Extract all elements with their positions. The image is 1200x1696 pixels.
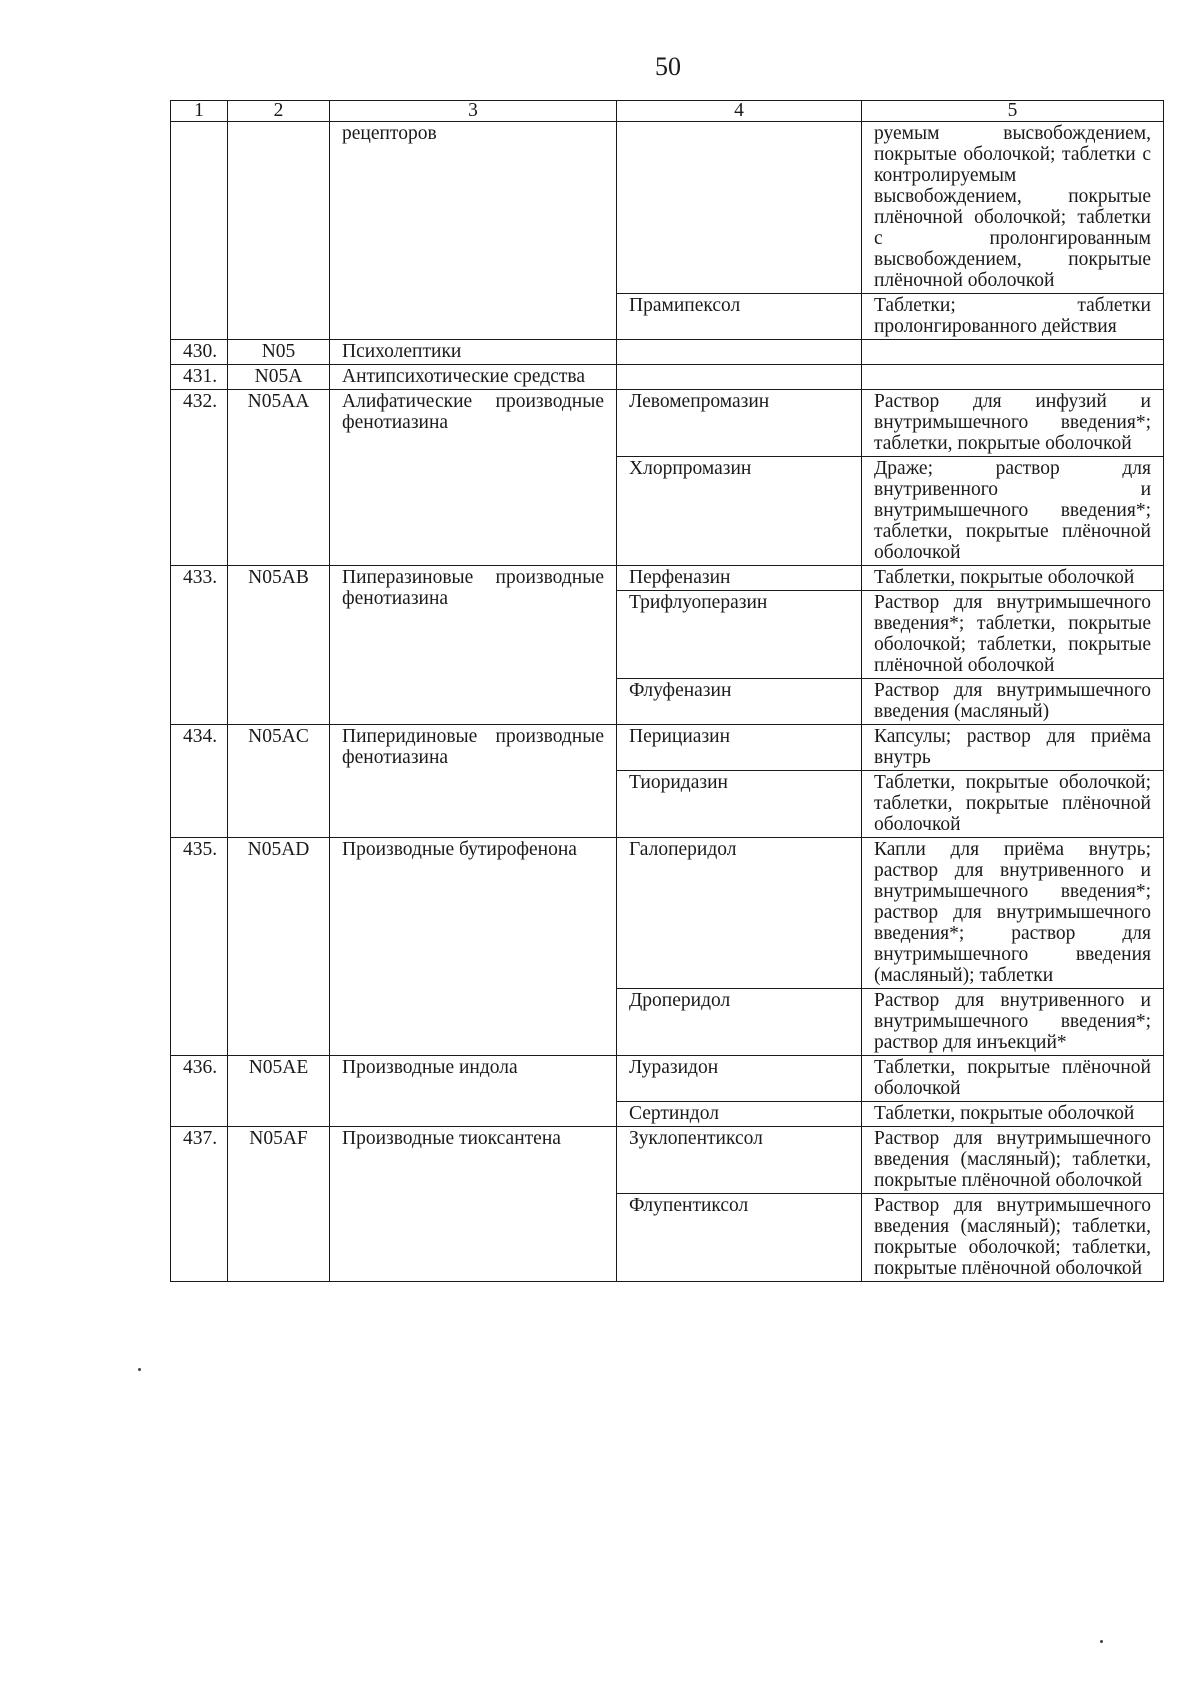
atc-code: N05AB xyxy=(228,566,330,725)
table-row xyxy=(171,365,1164,390)
table-row xyxy=(171,390,1164,457)
dosage-forms: Таблетки; таблетки пролонгированного действия xyxy=(862,294,1164,340)
dosage-forms: Капсулы; раствор для приёма внутрь xyxy=(862,725,1164,771)
page-number: 50 xyxy=(655,52,681,81)
drug-name xyxy=(617,340,862,365)
group-name: Алифатические производные фенотиазина xyxy=(330,390,617,566)
dosage-forms xyxy=(862,365,1164,390)
row-number: 434. xyxy=(171,725,228,838)
group-name: Производные индола xyxy=(330,1056,617,1127)
header-cell: 1 xyxy=(171,101,228,122)
group-name: Производные бутирофенона xyxy=(330,838,617,1056)
drug-name: Прамипексол xyxy=(617,294,862,340)
drug-name: Луразидон xyxy=(617,1056,862,1102)
dosage-forms: Раствор для инфузий и внутримышечного введения*; таблетки, покрытые оболочкой xyxy=(862,390,1164,457)
table-row xyxy=(171,340,1164,365)
dosage-forms: Раствор для внутривенного и внутримышечного введения*; раствор для инъекций* xyxy=(862,989,1164,1056)
table-row xyxy=(171,1056,1164,1102)
atc-code: N05 xyxy=(228,340,330,365)
dosage-forms xyxy=(862,340,1164,365)
drug-name: Флуфеназин xyxy=(617,679,862,725)
drug-name: Перфеназин xyxy=(617,566,862,591)
header-cell: 3 xyxy=(330,101,617,122)
table-row xyxy=(171,566,1164,591)
table-row xyxy=(171,725,1164,771)
header-cell: 5 xyxy=(862,101,1164,122)
dosage-forms: Раствор для внутримышечного введения (масляный); таблетки, покрытые оболочкой; таблетки, покрытые плёночной оболочкой xyxy=(862,1194,1164,1282)
drug-name: Зуклопентиксол xyxy=(617,1127,862,1194)
group-name: Антипсихотические средства xyxy=(330,365,617,390)
drug-name: Хлорпромазин xyxy=(617,457,862,566)
atc-code: N05AA xyxy=(228,390,330,566)
drug-name: Галоперидол xyxy=(617,838,862,989)
dosage-forms: Таблетки, покрытые оболочкой xyxy=(862,566,1164,591)
row-number: 430. xyxy=(171,340,228,365)
table-row xyxy=(171,122,1164,294)
table-header-row xyxy=(171,101,1164,122)
atc-code: N05AF xyxy=(228,1127,330,1282)
table-row xyxy=(171,1127,1164,1194)
row-number: 431. xyxy=(171,365,228,390)
drug-name: Тиоридазин xyxy=(617,771,862,838)
group-name: рецепторов xyxy=(330,122,617,340)
dosage-forms: Таблетки, покрытые оболочкой; таблетки, покрытые плёночной оболочкой xyxy=(862,771,1164,838)
drug-name: Дроперидол xyxy=(617,989,862,1056)
drug-name: Трифлуоперазин xyxy=(617,591,862,679)
dosage-forms: Таблетки, покрытые оболочкой xyxy=(862,1102,1164,1127)
row-number: 437. xyxy=(171,1127,228,1282)
scan-speck xyxy=(1100,1640,1103,1643)
group-name: Производные тиоксантена xyxy=(330,1127,617,1282)
drug-table xyxy=(170,100,1164,1282)
header-cell: 4 xyxy=(617,101,862,122)
drug-name: Левомепромазин xyxy=(617,390,862,457)
atc-code: N05AC xyxy=(228,725,330,838)
header-cell: 2 xyxy=(228,101,330,122)
row-number: 433. xyxy=(171,566,228,725)
atc-code: N05A xyxy=(228,365,330,390)
scan-speck xyxy=(138,1368,141,1371)
drug-name xyxy=(617,365,862,390)
row-number xyxy=(171,122,228,340)
group-name: Психолептики xyxy=(330,340,617,365)
dosage-forms: Таблетки, покрытые плёночной оболочкой xyxy=(862,1056,1164,1102)
dosage-forms: Раствор для внутримышечного введения (масляный) xyxy=(862,679,1164,725)
row-number: 435. xyxy=(171,838,228,1056)
drug-name: Сертиндол xyxy=(617,1102,862,1127)
drug-name xyxy=(617,122,862,294)
row-number: 436. xyxy=(171,1056,228,1127)
atc-code xyxy=(228,122,330,340)
dosage-forms: руемым высвобождением, покрытые оболочкой; таблетки с контролируемым высвобождением, покрытые плёночной оболочкой; таблетки с пролонгированным высвобождением, покрытые плёночной оболочкой xyxy=(862,122,1164,294)
table-row xyxy=(171,838,1164,989)
group-name: Пиперидиновые производные фенотиазина xyxy=(330,725,617,838)
drug-name: Флупентиксол xyxy=(617,1194,862,1282)
dosage-forms: Драже; раствор для внутривенного и внутримышечного введения*; таблетки, покрытые плёночной оболочкой xyxy=(862,457,1164,566)
atc-code: N05AD xyxy=(228,838,330,1056)
dosage-forms: Раствор для внутримышечного введения (масляный); таблетки, покрытые плёночной оболочкой xyxy=(862,1127,1164,1194)
atc-code: N05AE xyxy=(228,1056,330,1127)
dosage-forms: Раствор для внутримышечного введения*; таблетки, покрытые оболочкой; таблетки, покрытые плёночной оболочкой xyxy=(862,591,1164,679)
group-name: Пиперазиновые производные фенотиазина xyxy=(330,566,617,725)
row-number: 432. xyxy=(171,390,228,566)
drug-name: Перициазин xyxy=(617,725,862,771)
dosage-forms: Капли для приёма внутрь; раствор для внутривенного и внутримышечного введения*; раствор для внутримышечного введения*; раствор для внутримышечного введения (масляный); таблетки xyxy=(862,838,1164,989)
